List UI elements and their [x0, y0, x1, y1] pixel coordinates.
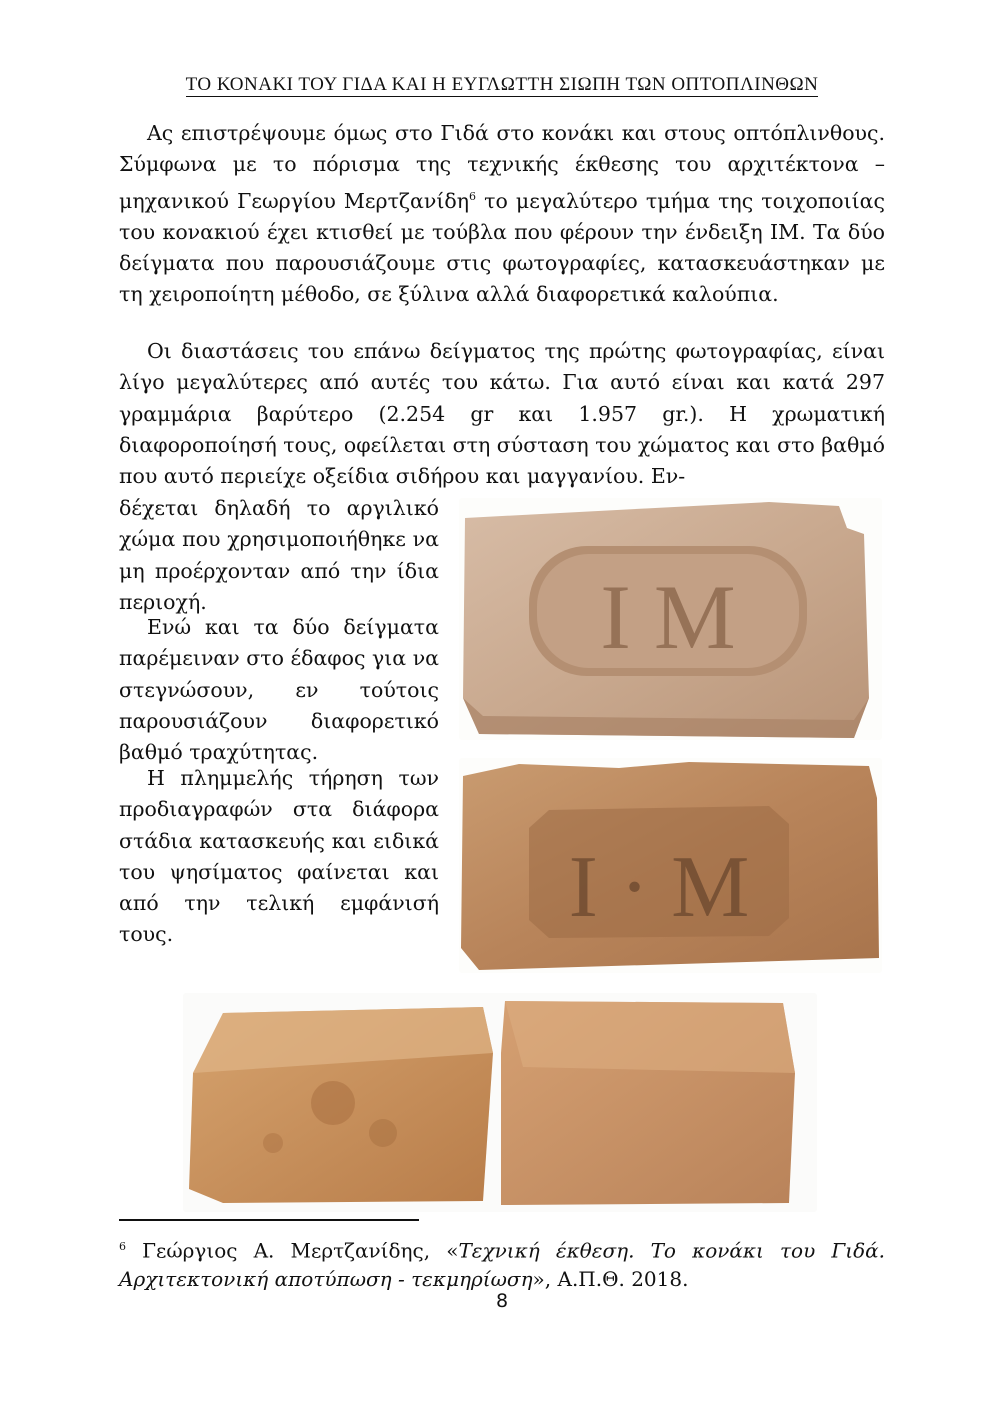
- footnote-author: Γεώργιος Α. Μερτζανίδης, «: [126, 1238, 459, 1263]
- brick-photo-side: [183, 993, 817, 1212]
- side-paragraph-1: δέχεται δηλαδή το αργιλικό χώμα που χρησιμοποιήθηκε να μη προέρχονταν από την ίδια περιοχή.: [119, 496, 439, 614]
- side-paragraph-2: Ενώ και τα δύο δείγματα παρέμειναν στο έδαφος για να στεγνώσουν, εν τούτοις παρουσιάζουν διαφορετικό βαθμό τραχύτητας.: [119, 615, 439, 765]
- paragraph-1-text-b: το μεγαλύτερο τμήμα της τοιχοποιίας του κονακιού έχει κτισθεί με τούβλα που φέρουν την ένδειξη ΙΜ. Τα δύο δείγματα που παρουσιάζουμε στις φωτογραφίες, κατασκευάστηκαν με τη χειροποίητη μέθοδο, σε ξύλινα αλλά διαφορετικά καλούπια.: [119, 188, 885, 307]
- footnote-number: 6: [119, 1240, 126, 1253]
- brick-photo-bottom: [459, 758, 882, 973]
- footnote-ref[interactable]: 6: [469, 189, 476, 203]
- footnote: [119, 1233, 885, 1293]
- footnote-divider: [119, 1219, 419, 1221]
- brick-photo-top: [459, 498, 882, 740]
- paragraph-1: [119, 118, 885, 311]
- brick-stamp-top: Ι Μ: [600, 566, 736, 668]
- running-header: [0, 74, 1004, 96]
- footnote-tail: », Α.Π.Θ. 2018.: [532, 1266, 689, 1291]
- side-paragraph-3: Η πλημμελής τήρηση των προδιαγραφών στα διάφορα στάδια κατασκευής και ειδικά του ψησίματος φαίνεται και από την τελική εμφάνισή τους.: [119, 766, 439, 947]
- page-number: 8: [495, 1290, 509, 1312]
- brick-stamp-bottom: Ι · Μ: [568, 839, 750, 936]
- paragraph-1-text-a: Ας επιστρέψουμε όμως στο Γιδά στο κονάκι και στους οπτόπλινθους. Σύμφωνα με το πόρισμα της τεχνικής έκθεσης του αρχιτέκτονα – μηχανικού Γεωργίου Μερτζανίδη: [119, 121, 885, 213]
- paragraph-2: Οι διαστάσεις του επάνω δείγματος της πρώτης φωτογραφίας, είναι λίγο μεγαλύτερες από αυτές του κάτω. Για αυτό είναι και κατά 297 γραμμάρια βαρύτερο (2.254 gr και 1.957 gr.). Η χρωματική διαφοροποίησή τους, οφείλεται στη σύσταση του χώματος και στο βαθμό που αυτό περιείχε οξείδια σιδήρου και μαγγανίου. Εν-: [119, 339, 885, 489]
- footnote-title: Τεχνική έκθεση. Το κονάκι του Γιδά. Αρχιτεκτονική αποτύπωση - τεκμηρίωση: [119, 1238, 885, 1291]
- running-title: ΤΟ ΚΟΝΑΚΙ ΤΟΥ ΓΙΔΑ ΚΑΙ Η ΕΥΓΛΩΤΤΗ ΣΙΩΠΗ ΤΩΝ ΟΠΤΟΠΛΙΝΘΩΝ: [185, 74, 819, 95]
